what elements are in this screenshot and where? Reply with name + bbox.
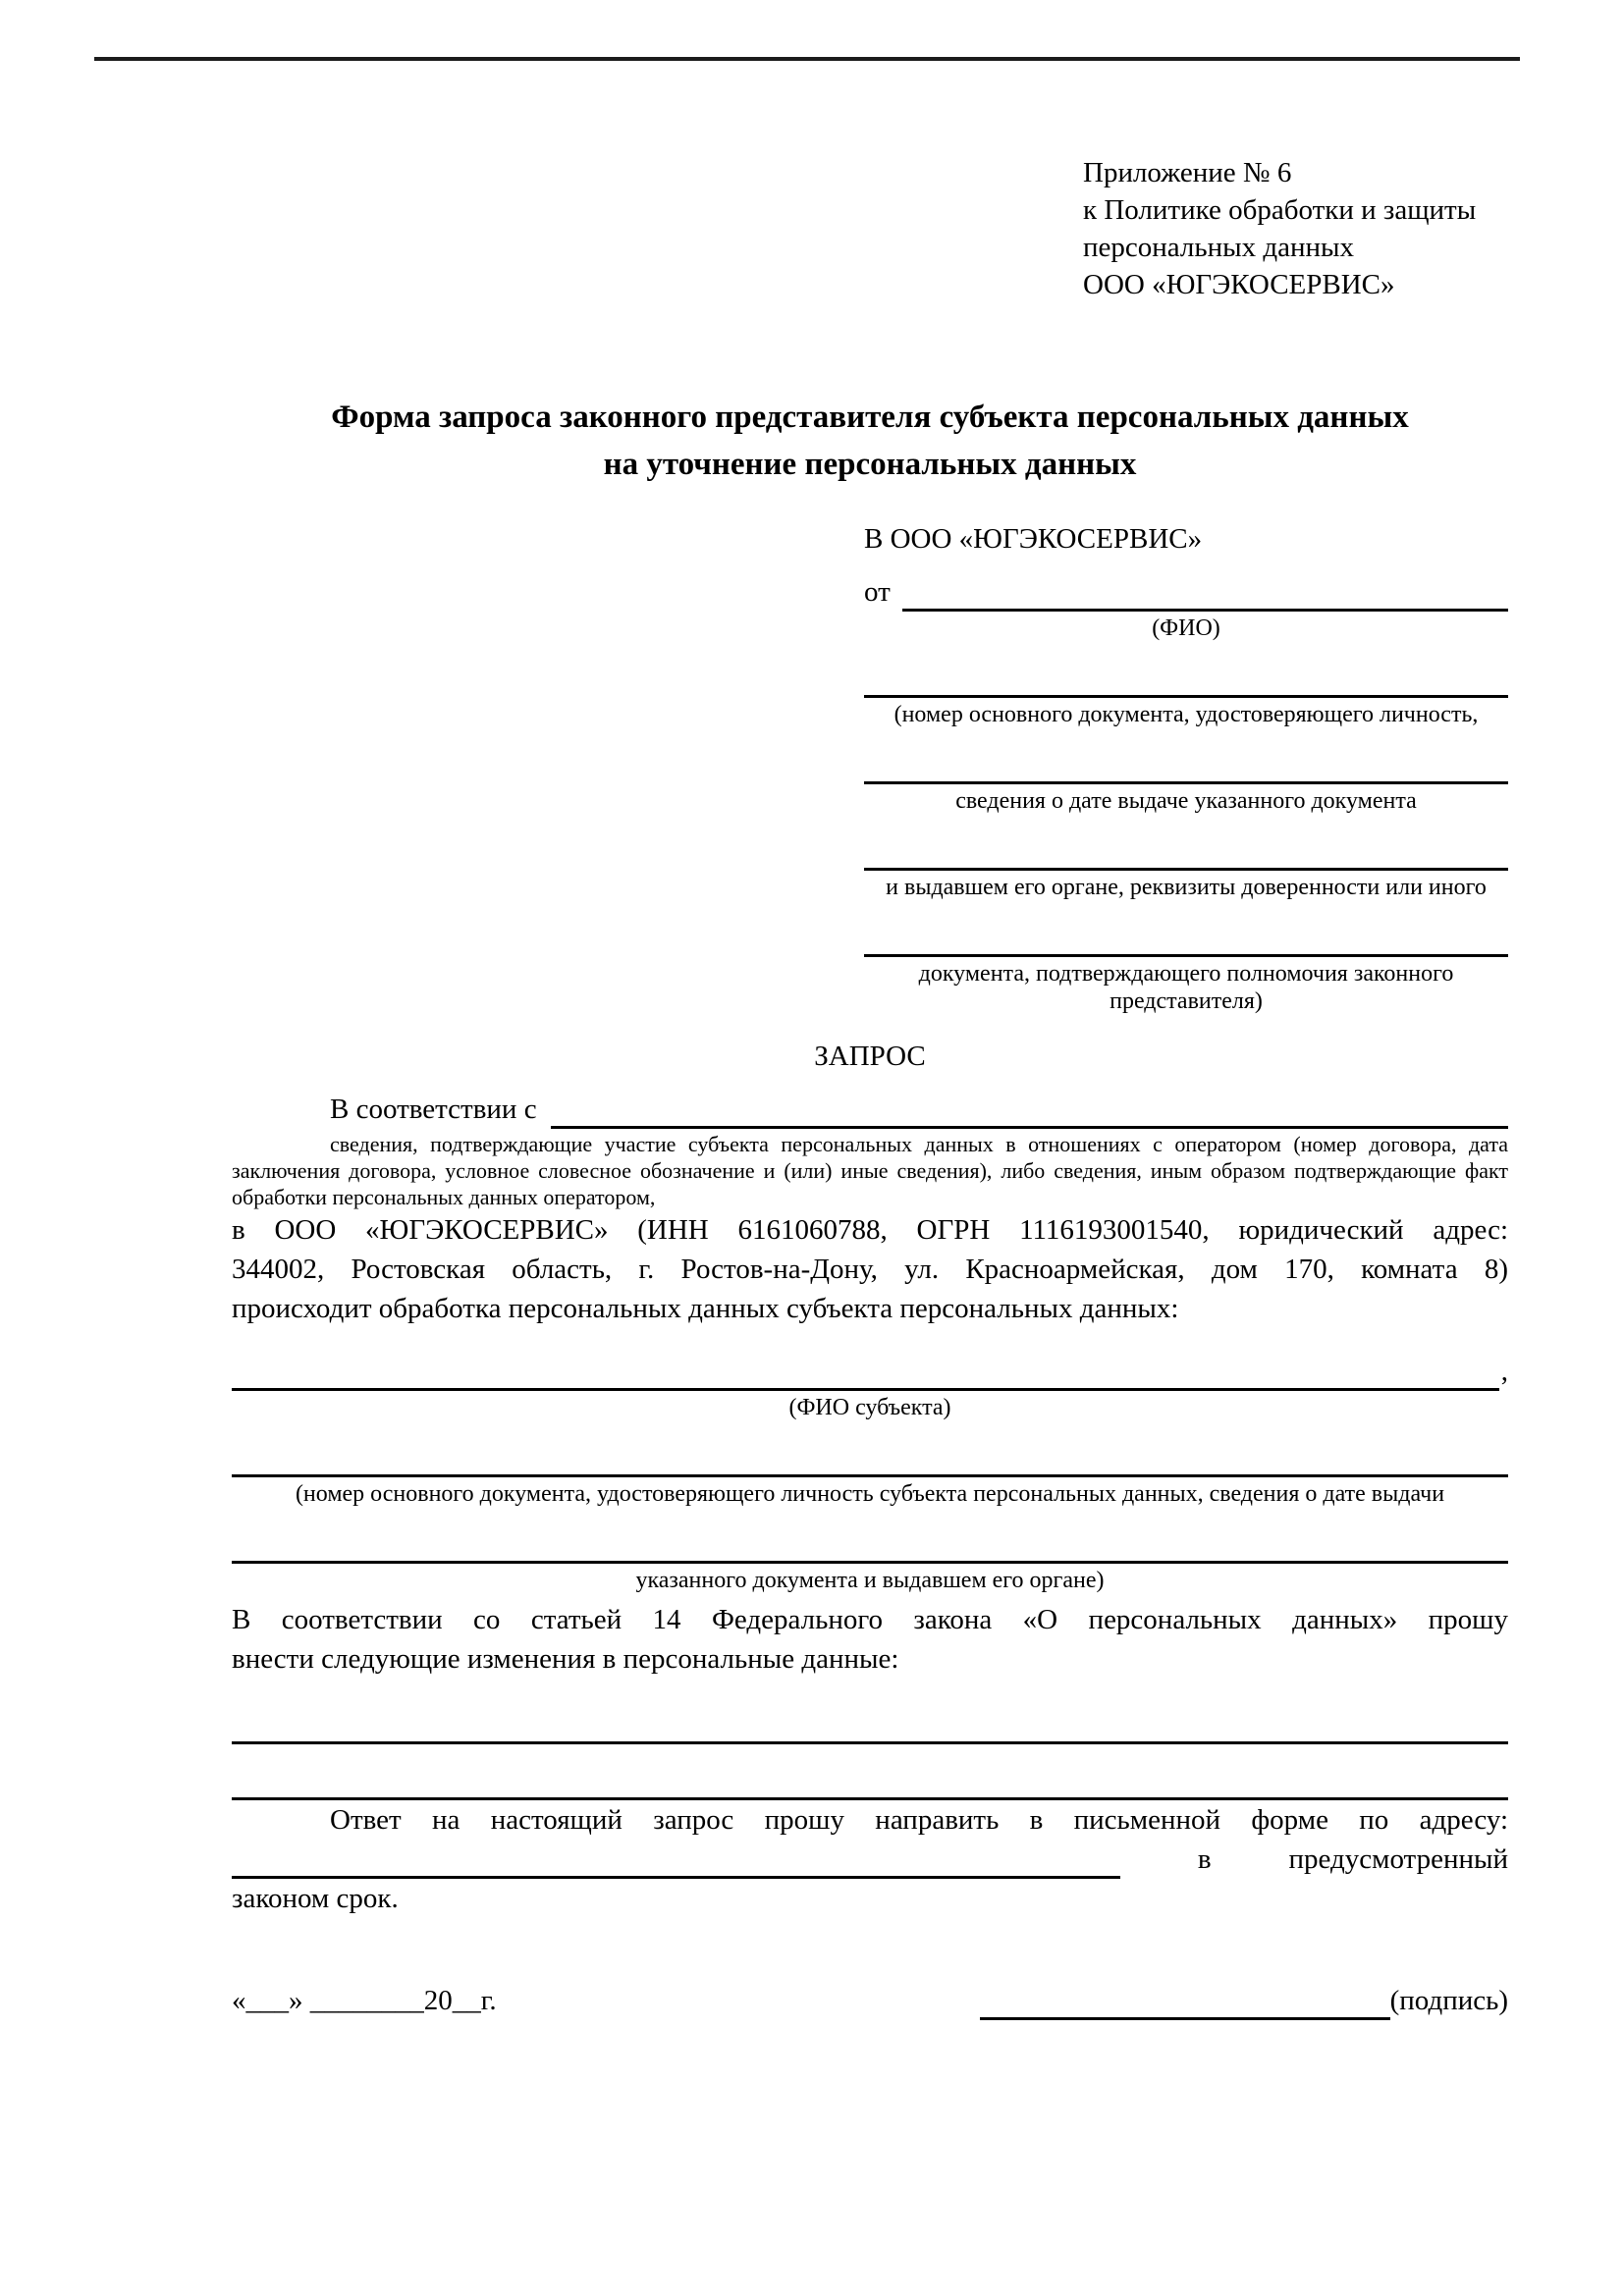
operator-paragraph — [232, 1210, 1508, 1328]
subject-fio-comma: , — [1500, 1356, 1508, 1387]
article-paragraph-line: внести следующие изменения в персональные данные: — [232, 1643, 899, 1675]
appendix-block — [1083, 154, 1508, 303]
accordance-fill-line — [551, 1090, 1508, 1129]
accordance-label: В соответствии с — [330, 1094, 537, 1125]
from-fill-line — [902, 572, 1508, 612]
reply-paragraph-line: законом срок. — [232, 1883, 399, 1914]
document-title-line: на уточнение персональных данных — [603, 447, 1137, 482]
subject-doc-line — [232, 1451, 1508, 1477]
operator-paragraph-line: происходит обработка персональных данных субъекта персональных данных: — [232, 1293, 1179, 1324]
changes-fill-line — [232, 1774, 1508, 1800]
from-line — [864, 572, 1508, 612]
subject-doc-caption: (номер основного документа, удостоверяющего личность субъекта персональных данных, сведения о дате выдачи — [295, 1481, 1445, 1507]
operator-paragraph-line: 344002, Ростовская область, г. Ростов-на-Дону, ул. Красноармейская, дом 170, комната 8) — [232, 1254, 1508, 1285]
subject-doc-line — [232, 1537, 1508, 1564]
reply-address-fill-line — [232, 1852, 1120, 1879]
reply-word: предусмотренный — [1288, 1843, 1508, 1875]
appendix-line: к Политике обработки и защиты — [1083, 194, 1477, 226]
blank-field-line — [864, 848, 1508, 871]
subject-doc-caption: указанного документа и выдавшем его органе) — [635, 1568, 1105, 1593]
request-heading: ЗАПРОС — [814, 1041, 926, 1072]
from-label: от — [864, 576, 891, 608]
accordance-line — [232, 1090, 1508, 1129]
fio-caption: (ФИО) — [1152, 615, 1220, 641]
fine-print-line: обработки персональных данных оператором, — [232, 1185, 656, 1209]
signature-line — [980, 1981, 1508, 2020]
signature-fill-line — [980, 1994, 1390, 2020]
top-rule — [94, 57, 1520, 61]
article-paragraph — [232, 1600, 1508, 1679]
field-caption: (номер основного документа, удостоверяющего личность, — [893, 702, 1479, 727]
subject-fio-caption: (ФИО субъекта) — [788, 1395, 951, 1420]
blank-field-line — [864, 762, 1508, 784]
addressee-organization: В ООО «ЮГЭКОСЕРВИС» — [864, 523, 1203, 555]
reply-paragraph — [232, 1800, 1508, 1918]
fine-print-line: заключения договора, условное словесное обозначение и (или) иные сведения), либо сведения, иным образом подтверждающие факт — [232, 1158, 1508, 1183]
fine-print-note — [232, 1131, 1508, 1210]
date-line: «___» ________20__г. — [232, 1985, 497, 2016]
blank-field-line — [864, 675, 1508, 698]
addressee-block — [864, 519, 1508, 1015]
article-paragraph-line: В соответствии со статьей 14 Федерального закона «О персональных данных» прошу — [232, 1604, 1508, 1635]
reply-word: в — [1197, 1843, 1212, 1875]
date-signature-row — [232, 1981, 1508, 2020]
document-title — [232, 394, 1508, 488]
field-caption: сведения о дате выдаче указанного документа — [955, 788, 1417, 814]
appendix-line: ООО «ЮГЭКОСЕРВИС» — [1083, 269, 1395, 300]
reply-paragraph-line: Ответ на настоящий запрос прошу направить в письменной форме по адресу: — [330, 1804, 1508, 1836]
reply-address-line — [232, 1840, 1508, 1879]
field-caption: документа, подтверждающего полномочия законного представителя) — [918, 961, 1454, 1014]
field-caption: и выдавшем его органе, реквизиты доверенности или иного — [886, 875, 1487, 900]
changes-fill-line — [232, 1718, 1508, 1744]
appendix-line: персональных данных — [1083, 232, 1355, 263]
document-title-line: Форма запроса законного представителя субъекта персональных данных — [331, 400, 1409, 435]
subject-fio-line — [232, 1352, 1508, 1391]
subject-fio-fill-line — [232, 1364, 1499, 1391]
signature-caption: (подпись) — [1389, 1985, 1508, 2016]
appendix-line: Приложение № 6 — [1083, 157, 1292, 188]
fine-print-line: сведения, подтверждающие участие субъекта персональных данных в отношениях с оператором (номер договора, дата — [330, 1132, 1508, 1156]
operator-paragraph-line: в ООО «ЮГЭКОСЕРВИС» (ИНН 6161060788, ОГРН 1116193001540, юридический адрес: — [232, 1214, 1508, 1246]
blank-field-line — [864, 934, 1508, 957]
